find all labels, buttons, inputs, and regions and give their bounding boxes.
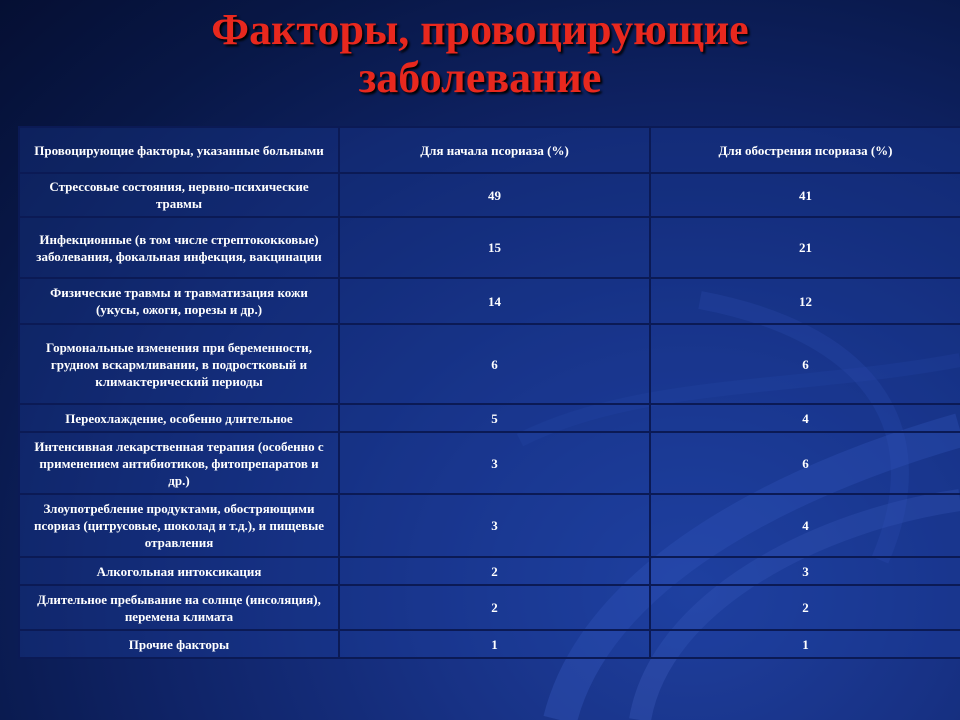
table-row: [19, 324, 960, 404]
factor-cell: Гормональные изменения при беременности, грудном вскармливании, в подростковый и климактерический периоды: [19, 324, 339, 404]
slide-title-line-2: заболевание: [358, 53, 602, 102]
exacerbation-cell: 2: [650, 585, 960, 630]
factor-cell: Алкогольная интоксикация: [19, 557, 339, 585]
factor-cell: Длительное пребывание на солнце (инсоляция), перемена климата: [19, 585, 339, 630]
table-header-row: [19, 127, 960, 173]
exacerbation-cell: 6: [650, 432, 960, 494]
table-row: [19, 173, 960, 217]
onset-cell: 2: [339, 585, 650, 630]
header-onset: Для начала псориаза (%): [339, 127, 650, 173]
exacerbation-cell: 4: [650, 404, 960, 432]
header-factors: Провоцирующие факторы, указанные больными: [19, 127, 339, 173]
factor-cell: Злоупотребление продуктами, обостряющими псориаз (цитрусовые, шоколад и т.д.), и пищевые отравления: [19, 494, 339, 557]
table-row: [19, 404, 960, 432]
exacerbation-cell: 12: [650, 278, 960, 324]
header-exacerbation: Для обострения псориаза (%): [650, 127, 960, 173]
table-row: [19, 432, 960, 494]
exacerbation-cell: 3: [650, 557, 960, 585]
onset-cell: 49: [339, 173, 650, 217]
factor-cell: Интенсивная лекарственная терапия (особенно с применением антибиотиков, фитопрепаратов и др.): [19, 432, 339, 494]
table-row: [19, 217, 960, 278]
exacerbation-cell: 6: [650, 324, 960, 404]
onset-cell: 3: [339, 494, 650, 557]
onset-cell: 14: [339, 278, 650, 324]
onset-cell: 6: [339, 324, 650, 404]
table-row: [19, 630, 960, 658]
factors-table: [18, 126, 960, 659]
onset-cell: 5: [339, 404, 650, 432]
onset-cell: 1: [339, 630, 650, 658]
factor-cell: Переохлаждение, особенно длительное: [19, 404, 339, 432]
onset-cell: 15: [339, 217, 650, 278]
exacerbation-cell: 41: [650, 173, 960, 217]
factor-cell: Стрессовые состояния, нервно-психические травмы: [19, 173, 339, 217]
exacerbation-cell: 1: [650, 630, 960, 658]
onset-cell: 3: [339, 432, 650, 494]
table-row: [19, 557, 960, 585]
onset-cell: 2: [339, 557, 650, 585]
slide-title-line-1: Факторы, провоцирующие: [211, 5, 749, 54]
factor-cell: Прочие факторы: [19, 630, 339, 658]
table-row: [19, 494, 960, 557]
table-row: [19, 585, 960, 630]
slide-title: [0, 6, 960, 102]
exacerbation-cell: 21: [650, 217, 960, 278]
factor-cell: Физические травмы и травматизация кожи (укусы, ожоги, порезы и др.): [19, 278, 339, 324]
factor-cell: Инфекционные (в том числе стрептококковые) заболевания, фокальная инфекция, вакцинации: [19, 217, 339, 278]
exacerbation-cell: 4: [650, 494, 960, 557]
table-row: [19, 278, 960, 324]
